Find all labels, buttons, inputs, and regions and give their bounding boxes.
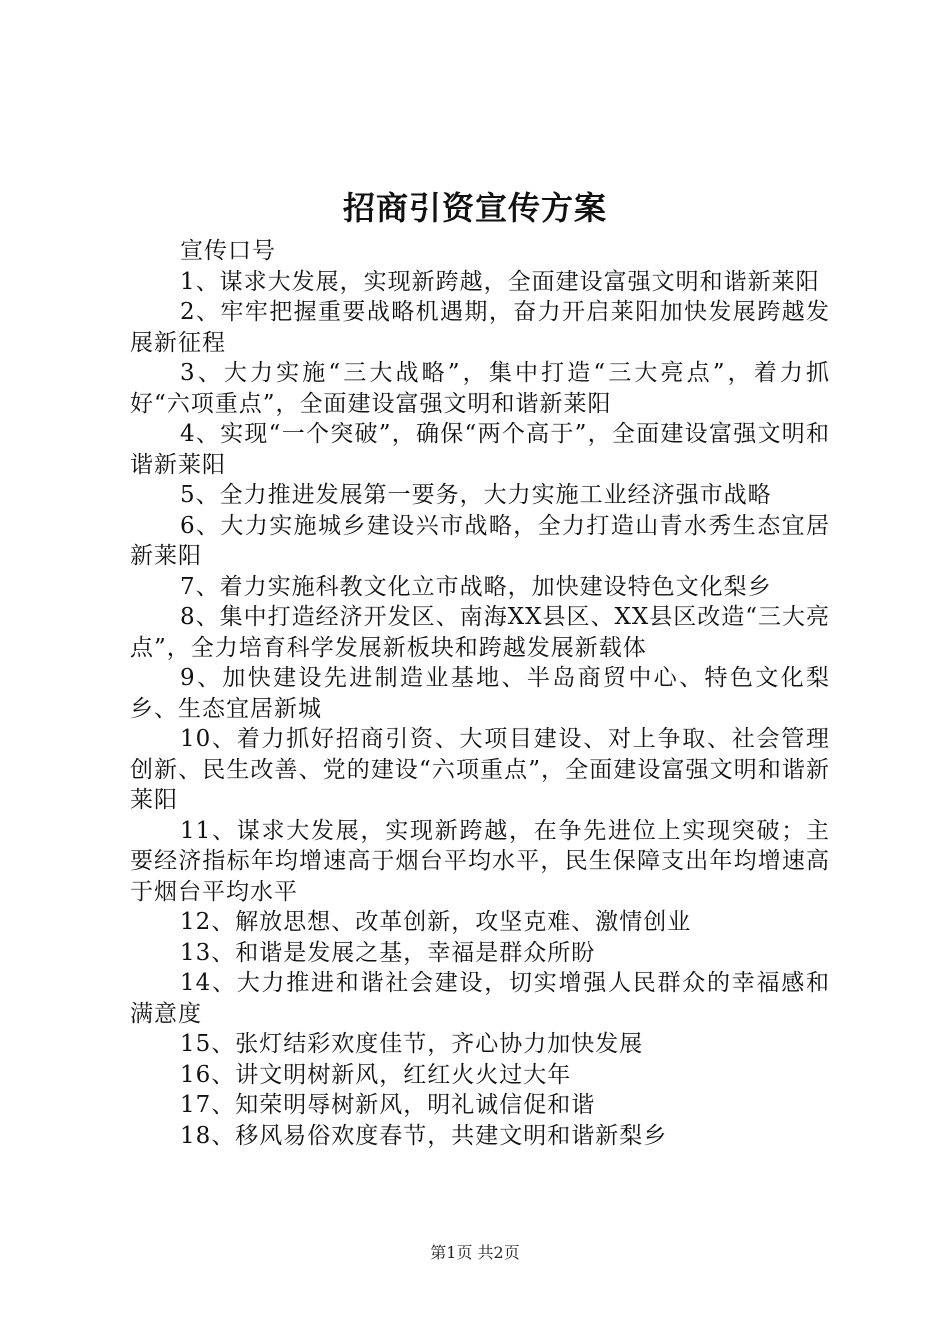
slogan-item: 10、着力抓好招商引资、大项目建设、对上争取、社会管理创新、民生改善、党的建设“六项重点”，全面建设富强文明和谐新莱阳	[130, 726, 830, 813]
slogan-item: 7、着力实施科教文化立市战略，加快建设特色文化梨乡	[180, 573, 772, 600]
slogan-item: 18、移风易俗欢度春节，共建文明和谐新梨乡	[180, 1122, 668, 1149]
slogan-item: 12、解放思想、改革创新，攻坚克难、激情创业	[180, 909, 692, 935]
slogan-item: 17、知荣明辱树新风，明礼诚信促和谐	[180, 1092, 596, 1118]
slogan-item: 14、大力推进和谐社会建设，切实增强人民群众的幸福感和满意度	[130, 970, 830, 1027]
document-body	[130, 236, 830, 1151]
slogan-item: 16、讲文明树新风，红红火火过大年	[180, 1061, 572, 1088]
section-subtitle: 宣传口号	[180, 238, 276, 264]
document-title: 招商引资宣传方案	[342, 189, 607, 227]
slogan-item: 8、集中打造经济开发区、南海XX县区、XX县区改造“三大亮点”，全力培育科学发展新板块和跨越发展新载体	[130, 604, 830, 661]
slogan-item: 1、谋求大发展，实现新跨越，全面建设富强文明和谐新莱阳	[180, 268, 820, 295]
page-footer: 第1页 共2页	[430, 1243, 520, 1262]
slogan-item: 9、加快建设先进制造业基地、半岛商贸中心、特色文化梨乡、生态宜居新城	[130, 665, 830, 722]
slogan-item: 2、牢牢把握重要战略机遇期，奋力开启莱阳加快发展跨越发展新征程	[130, 299, 830, 356]
slogan-item: 3、大力实施“三大战略”，集中打造“三大亮点”，着力抓好“六项重点”，全面建设富强文明和谐新莱阳	[130, 360, 830, 417]
slogan-item: 5、全力推进发展第一要务，大力实施工业经济强市战略	[180, 482, 772, 508]
slogan-item: 13、和谐是发展之基，幸福是群众所盼	[180, 939, 596, 966]
slogan-item: 11、谋求大发展，实现新跨越，在争先进位上实现突破；主要经济指标年均增速高于烟台平均水平，民生保障支出年均增速高于烟台平均水平	[130, 817, 830, 905]
slogan-item: 6、大力实施城乡建设兴市战略，全力打造山青水秀生态宜居新莱阳	[130, 512, 830, 569]
slogan-item: 4、实现“一个突破”，确保“两个高于”，全面建设富强文明和谐新莱阳	[130, 421, 830, 478]
slogan-item: 15、张灯结彩欢度佳节，齐心协力加快发展	[180, 1031, 644, 1057]
